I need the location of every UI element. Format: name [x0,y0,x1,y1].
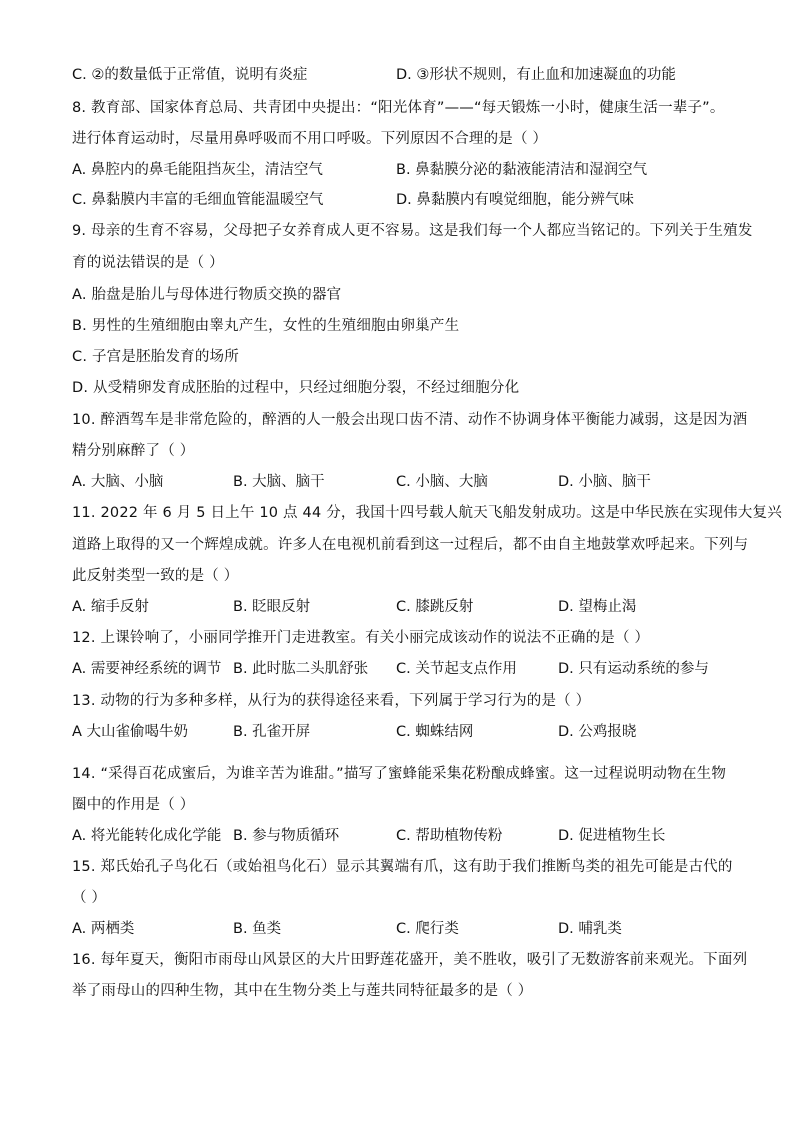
q12-option-a: A. 需要神经系统的调节 [72,661,222,677]
q7-option-d: D. ③形状不规则，有止血和加速凝血的功能 [396,67,676,83]
q16-stem-line2: 举了雨母山的四种生物，其中在生物分类上与莲共同特征最多的是（ ） [72,983,533,999]
q15-stem-line2: （ ） [72,890,107,906]
q9-stem-line1: 9. 母亲的生育不容易，父母把子女养育成人更不容易。这是我们每一个人都应当铭记的。下列关于生殖发 [72,223,753,239]
q15-stem-line1: 15. 郑氏始孔子鸟化石（或始祖鸟化石）显示其翼端有爪，这有助于我们推断鸟类的祖先可能是古代的 [72,859,733,875]
q12-option-c: C. 关节起支点作用 [396,661,517,677]
q8-option-b: B. 鼻黏膜分泌的黏液能清洁和湿润空气 [396,162,648,178]
q9-option-a: A. 胎盘是胎儿与母体进行物质交换的器官 [72,287,342,303]
q9-stem-line2: 育的说法错误的是（ ） [72,255,224,271]
q13-option-d: D. 公鸡报晓 [558,724,637,740]
q14-stem-line1: 14. “采得百花成蜜后，为谁辛苦为谁甜。”描写了蜜蜂能采集花粉酿成蜂蜜。这一过程说明动物在生物 [72,766,727,782]
q11-option-a: A. 缩手反射 [72,599,149,615]
q15-option-d: D. 哺乳类 [558,921,622,937]
q8-stem-line1: 8. 教育部、国家体育总局、共青团中央提出：“阳光体育”——“每天锻炼一小时，健康生活一辈子”。 [72,100,725,116]
q15-option-b: B. 鱼类 [233,921,282,937]
q8-option-a: A. 鼻腔内的鼻毛能阻挡灰尘，清洁空气 [72,162,323,178]
q11-option-c: C. 膝跳反射 [396,599,474,615]
q11-stem-line2: 道路上取得的又一个辉煌成就。许多人在电视机前看到这一过程后，都不由自主地鼓掌欢呼起来。下列与 [72,537,749,553]
q11-option-b: B. 眨眼反射 [233,599,311,615]
q13-option-a: A 大山雀偷喝牛奶 [72,724,189,740]
q13-stem: 13. 动物的行为多种多样，从行为的获得途径来看，下列属于学习行为的是（ ） [72,693,591,709]
q8-option-c: C. 鼻黏膜内丰富的毛细血管能温暖空气 [72,192,324,208]
q10-option-d: D. 小脑、脑干 [558,474,651,490]
q14-option-b: B. 参与物质循环 [233,828,340,844]
q12-option-b: B. 此时肱二头肌舒张 [233,661,369,677]
q8-stem-line2: 进行体育运动时，尽量用鼻呼吸而不用口呼吸。下列原因不合理的是（ ） [72,131,548,147]
q10-option-c: C. 小脑、大脑 [396,474,488,490]
q16-stem-line1: 16. 每年夏天，衡阳市雨母山风景区的大片田野莲花盛开，美不胜收，吸引了无数游客前来观光。下面列 [72,952,748,968]
q10-stem-line1: 10. 醉酒驾车是非常危险的，醉酒的人一般会出现口齿不清、动作不协调身体平衡能力减弱，这是因为酒 [72,412,748,428]
q15-option-c: C. 爬行类 [396,921,459,937]
q11-stem-line1: 11. 2022 年 6 月 5 日上午 10 点 44 分，我国十四号载人航天飞船发射成功。这是中华民族在实现伟大复兴 [72,505,782,521]
q14-stem-line2: 圈中的作用是（ ） [72,797,195,813]
q7-option-c: C. ②的数量低于正常值，说明有炎症 [72,67,308,83]
q14-option-c: C. 帮助植物传粉 [396,828,503,844]
q12-stem: 12. 上课铃响了，小丽同学推开门走进教室。有关小丽完成该动作的说法不正确的是（ ） [72,630,650,646]
q10-option-b: B. 大脑、脑干 [233,474,325,490]
q11-option-d: D. 望梅止渴 [558,599,637,615]
q9-option-c: C. 子宫是胚胎发育的场所 [72,349,239,365]
q13-option-c: C. 蜘蛛结网 [396,724,474,740]
q9-option-d: D. 从受精卵发育成胚胎的过程中，只经过细胞分裂，不经过细胞分化 [72,380,520,396]
q12-option-d: D. 只有运动系统的参与 [558,661,709,677]
q10-stem-line2: 精分别麻醉了（ ） [72,443,195,459]
q9-option-b: B. 男性的生殖细胞由睾丸产生，女性的生殖细胞由卵巢产生 [72,318,460,334]
q8-option-d: D. 鼻黏膜内有嗅觉细胞，能分辨气味 [396,192,634,208]
q13-option-b: B. 孔雀开屏 [233,724,311,740]
q11-stem-line3: 此反射类型一致的是（ ） [72,568,239,584]
q14-option-a: A. 将光能转化成化学能 [72,828,222,844]
q10-option-a: A. 大脑、小脑 [72,474,164,490]
q15-option-a: A. 两栖类 [72,921,135,937]
q14-option-d: D. 促进植物生长 [558,828,666,844]
